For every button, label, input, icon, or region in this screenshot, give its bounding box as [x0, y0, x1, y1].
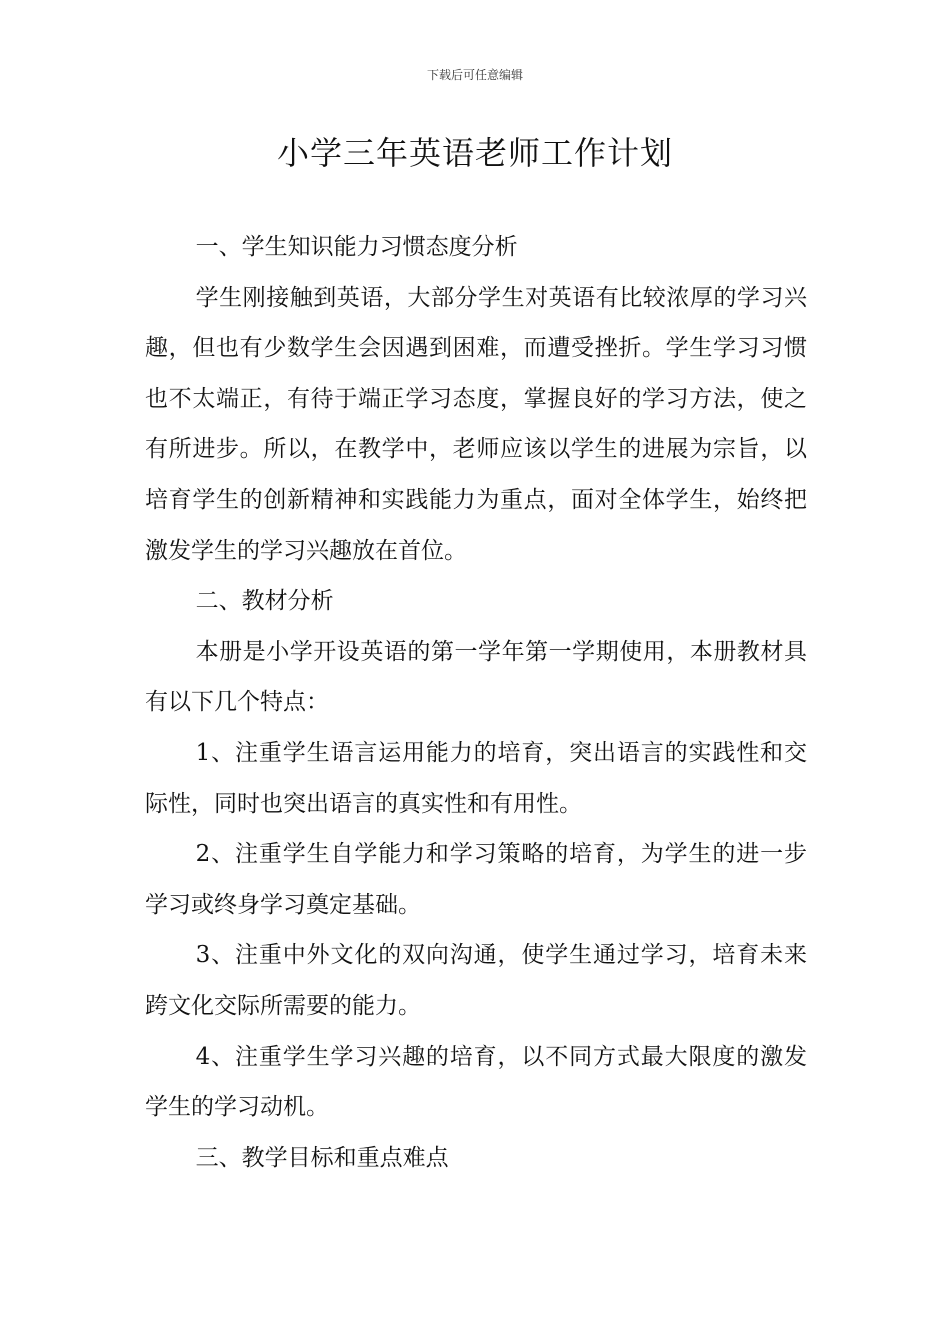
- header-note: 下载后可任意编辑: [426, 68, 523, 82]
- list-item-2: 2、注重学生自学能力和学习策略的培育，为学生的进一步学习或终身学习奠定基础。: [145, 841, 807, 918]
- list-item-3: 3、注重中外文化的双向沟通，使学生通过学习，培育未来跨文化交际所需要的能力。: [145, 942, 807, 1019]
- document-body: [145, 222, 807, 1183]
- section-heading-3: 三、教学目标和重点难点: [195, 1144, 449, 1171]
- section-heading-2: 二、教材分析: [195, 588, 334, 615]
- section-heading-1: 一、学生知识能力习惯态度分析: [195, 234, 518, 260]
- paragraph-analysis: 学生刚接触到英语，大部分学生对英语有比较浓厚的学习兴趣，但也有少数学生会因遇到困难，而遭受挫折。学生学习习惯也不太端正，有待于端正学习态度，掌握良好的学习方法，使之有所进步。所以，在教学中，老师应该以学生的进展为宗旨，以培育学生的创新精神和实践能力为重点，面对全体学生，始终把激发学生的学习兴趣放在首位。: [145, 284, 807, 564]
- list-item-4: 4、注重学生学习兴趣的培育，以不同方式最大限度的激发学生的学习动机。: [145, 1043, 807, 1121]
- document-title: 小学三年英语老师工作计划: [276, 134, 673, 172]
- list-item-1: 1、注重学生语言运用能力的培育，突出语言的实践性和交际性，同时也突出语言的真实性和有用性。: [145, 739, 807, 817]
- paragraph-textbook-intro: 本册是小学开设英语的第一学年第一学期使用，本册教材具有以下几个特点：: [145, 638, 807, 716]
